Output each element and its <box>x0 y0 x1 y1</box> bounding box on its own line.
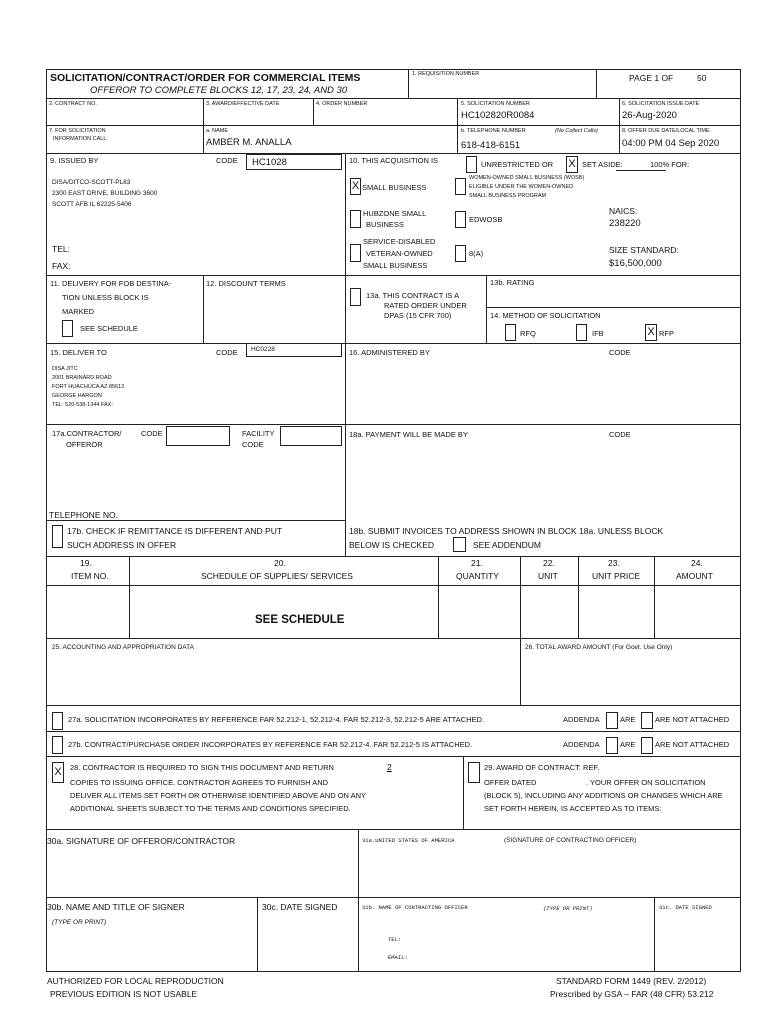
col-amount-label: AMOUNT <box>676 571 713 581</box>
edwosb-checkbox[interactable] <box>455 211 466 228</box>
facility-label-1: FACILITY <box>242 429 275 438</box>
28-line-1: 28. CONTRACTOR IS REQUIRED TO SIGN THIS DOCUMENT AND RETURN <box>70 763 334 772</box>
29-line-2a: OFFER DATED <box>484 778 537 787</box>
wosb-label-1: WOMEN-OWNED SMALL BUSINESS (WOSB) <box>469 175 585 181</box>
deliver-to-label: 15. DELIVER TO <box>50 348 107 357</box>
signature-officer-field[interactable] <box>362 852 736 894</box>
rfq-label: RFQ <box>520 329 536 338</box>
contractor-code-box[interactable] <box>166 426 230 446</box>
addendum-label: SEE ADDENDUM <box>473 540 542 550</box>
29-line-2b: . YOUR OFFER ON SOLICITATION <box>586 778 706 787</box>
issued-address-1: DISA/DITCO-SCOTT-PL83 <box>52 179 131 186</box>
29-line-3: (BLOCK 5), INCLUDING ANY ADDITIONS OR CHANGES WHICH ARE <box>484 791 723 800</box>
officer-name-sub: (TYPE OR PRINT) <box>543 905 593 912</box>
contract-no-label: 2. CONTRACT NO. <box>49 101 97 107</box>
28-line-3: DELIVER ALL ITEMS SET FORTH OR OTHERWISE IDENTIFIED ABOVE AND ON ANY <box>70 791 367 800</box>
deliver-to-code-box[interactable] <box>246 343 342 357</box>
small-business-checkbox[interactable] <box>350 178 361 195</box>
col-item-number: 19. <box>80 558 92 568</box>
size-standard-value: $16,500,000 <box>609 258 662 269</box>
method-label: 14. METHOD OF SOLICITATION <box>490 311 601 320</box>
telephone-no-label: TELEPHONE NO. <box>49 510 118 520</box>
date-signed-label: 30c. DATE SIGNED <box>262 902 338 912</box>
solicitation-number[interactable]: HC102820R0084 <box>461 110 535 121</box>
27b-are: ARE <box>620 740 636 749</box>
col-unit-number: 22. <box>543 558 555 568</box>
edwosb-label: EDWOSB <box>469 215 503 224</box>
info-call-label-2: INFORMATION CALL: <box>53 136 108 142</box>
signer-name-label: 30b. NAME AND TITLE OF SIGNER <box>47 902 185 912</box>
28-checkbox[interactable] <box>52 762 64 783</box>
27a-addenda: ADDENDA <box>563 715 600 724</box>
ifb-label: IFB <box>592 329 604 338</box>
28-line-4: ADDITIONAL SHEETS SUBJECT TO THE TERMS AND CONDITIONS SPECIFIED. <box>70 804 351 813</box>
form-title: SOLICITATION/CONTRACT/ORDER FOR COMMERCIAL ITEMS <box>50 72 361 84</box>
rated-order-checkbox[interactable] <box>350 288 361 306</box>
naics-label: NAICS: <box>609 206 638 216</box>
deliver-to-line-4: GEORGE HARGON <box>52 393 102 399</box>
deliver-to-code: HC0228 <box>251 346 275 353</box>
set-aside-percent: 100% FOR: <box>650 160 690 169</box>
page-total: 50 <box>697 73 707 83</box>
accounting-label: 25. ACCOUNTING AND APPROPRIATION DATA <box>52 644 194 651</box>
27b-checkbox[interactable] <box>52 736 63 754</box>
footer-right-2: Prescribed by GSA – FAR (48 CFR) 53.212 <box>550 989 714 999</box>
officer-email-label: EMAIL: <box>388 954 408 961</box>
remittance-label-1: 17b. CHECK IF REMITTANCE IS DIFFERENT AND PUT <box>67 526 283 536</box>
col-unit-price-label: UNIT PRICE <box>592 571 641 581</box>
offer-due-date[interactable]: 04:00 PM 04 Sep 2020 <box>622 138 720 149</box>
delivery-label-1: 11. DELIVERY FOR FOB DESTINA- <box>50 279 172 288</box>
see-schedule-checkbox[interactable] <box>62 320 73 337</box>
wosb-label-2: ELIGIBLE UNDER THE WOMEN-OWNED <box>469 184 574 190</box>
remittance-label-2: SUCH ADDRESS IN OFFER <box>67 540 177 550</box>
contractor-label-2: OFFEROR <box>66 440 103 449</box>
payment-label: 18a. PAYMENT WILL BE MADE BY <box>349 430 468 439</box>
name-label: a. NAME <box>206 128 229 134</box>
27b-are-checkbox[interactable] <box>606 737 618 754</box>
telephone-number[interactable]: 618-418-6151 <box>461 140 521 151</box>
rfp-mark: X <box>647 326 655 338</box>
col-quantity-label: QUANTITY <box>456 571 499 581</box>
invoice-label-1: 18b. SUBMIT INVOICES TO ADDRESS SHOWN IN BLOCK 18a. UNLESS BLOCK <box>349 526 664 536</box>
contractor-label-1: 17a.CONTRACTOR/ <box>52 429 122 438</box>
27a-are-not-checkbox[interactable] <box>641 712 653 729</box>
29-line-4: SET FORTH HEREIN, IS ACCEPTED AS TO ITEMS: <box>484 804 662 813</box>
solicitation-number-label: 5. SOLICITATION NUMBER <box>461 101 530 107</box>
eight-a-checkbox[interactable] <box>455 245 466 262</box>
award-date-label: 3. AWARD/EFFECTIVE DATE <box>206 101 280 107</box>
col-unit-label: UNIT <box>538 571 558 581</box>
officer-date-label: 31c. DATE SIGNED <box>659 904 712 911</box>
col-schedule-label: SCHEDULE OF SUPPLIES/ SERVICES <box>201 571 353 581</box>
27a-are-not: ARE NOT ATTACHED <box>655 715 730 724</box>
27a-are: ARE <box>620 715 636 724</box>
set-aside-label: SET ASIDE: <box>582 160 623 169</box>
col-quantity-number: 21. <box>471 558 483 568</box>
telephone-label: b. TELEPHONE NUMBER <box>461 128 526 134</box>
remittance-checkbox[interactable] <box>52 525 63 548</box>
issued-code-label: CODE <box>216 156 238 165</box>
rfp-checkbox[interactable] <box>645 324 657 341</box>
unrestricted-label: UNRESTRICTED OR <box>481 160 554 169</box>
naics-value: 238220 <box>609 218 641 229</box>
deliver-to-line-3: FORT HUACHUCA AZ 85613 <box>52 384 125 390</box>
col-amount-number: 24. <box>691 558 703 568</box>
deliver-to-code-label: CODE <box>216 348 238 357</box>
rfp-label: RFP <box>659 329 674 338</box>
deliver-to-line-1: DISA JITC <box>52 366 78 372</box>
28-mark: X <box>54 766 62 778</box>
signature-offeror-label: 30a. SIGNATURE OF OFFEROR/CONTRACTOR <box>47 836 236 846</box>
issued-fax-label: FAX: <box>52 261 71 271</box>
sdvosb-label-1: SERVICE-DISABLED <box>363 237 436 246</box>
hubzone-label-2: BUSINESS <box>366 220 404 229</box>
delivery-label-3: MARKED <box>62 307 95 316</box>
sdvosb-checkbox[interactable] <box>350 244 361 262</box>
deliver-to-line-5: TEL: 520-538-1344 FAX: <box>52 402 113 408</box>
requisition-number-label: 1. REQUISITION NUMBER <box>412 71 480 77</box>
payment-code-label: CODE <box>609 430 631 439</box>
size-standard-label: SIZE STANDARD: <box>609 245 679 255</box>
unrestricted-checkbox[interactable] <box>466 156 477 173</box>
deliver-to-line-2: 2001 BRAINARD ROAD <box>52 375 112 381</box>
offer-due-label: 8. OFFER DUE DATE/LOCAL TIME <box>622 128 710 134</box>
rated-order-label-3: DPAS (15 CFR 700) <box>384 311 452 320</box>
wosb-label-3: SMALL BUSINESS PROGRAM <box>469 193 547 199</box>
signer-name-sub: (TYPE OR PRINT) <box>52 919 107 926</box>
col-schedule-number: 20. <box>274 558 286 568</box>
schedule-body: SEE SCHEDULE <box>255 614 345 626</box>
info-call-label-1: 7. FOR SOLICITATION <box>49 128 106 134</box>
discount-terms-label: 12. DISCOUNT TERMS <box>206 279 286 288</box>
eight-a-label: 8(A) <box>469 249 484 258</box>
contact-name[interactable]: AMBER M. ANALLA <box>206 137 292 148</box>
footer-left-1: AUTHORIZED FOR LOCAL REPRODUCTION <box>47 976 224 986</box>
contractor-code-label: CODE <box>141 429 163 438</box>
rfq-checkbox[interactable] <box>505 324 516 341</box>
issued-code: HC1028 <box>252 157 287 168</box>
officer-name-label: 31b. NAME OF CONTRACTING OFFICER <box>362 904 468 911</box>
set-aside-mark: X <box>568 158 576 170</box>
issued-by-label: 9. ISSUED BY <box>50 156 99 165</box>
signature-offeror-field[interactable] <box>48 866 353 894</box>
27a-are-checkbox[interactable] <box>606 712 618 729</box>
hubzone-label-1: HUBZONE SMALL <box>363 209 427 218</box>
set-aside-checkbox[interactable] <box>566 156 578 173</box>
footer-right-1: STANDARD FORM 1449 (REV. 2/2012) <box>556 976 707 986</box>
col-unit-price-number: 23. <box>608 558 620 568</box>
order-number-label: 4. ORDER NUMBER <box>316 101 368 107</box>
issue-date[interactable]: 26-Aug-2020 <box>622 110 677 121</box>
facility-label-2: CODE <box>242 440 264 449</box>
delivery-label-2: TION UNLESS BLOCK IS <box>62 293 149 302</box>
issued-address-2: 2300 EAST DRIVE, BUILDING 3600 <box>52 190 158 197</box>
28-line-2: COPIES TO ISSUING OFFICE. CONTRACTOR AGREES TO FURNISH AND <box>70 778 329 787</box>
no-collect-calls: (No Collect Calls) <box>555 128 598 134</box>
issued-address-3: SCOTT AFB IL 62225-5406 <box>52 201 132 208</box>
27b-are-not: ARE NOT ATTACHED <box>655 740 730 749</box>
sdvosb-label-3: SMALL BUSINESS <box>363 261 428 270</box>
signature-officer-label: (SIGNATURE OF CONTRACTING OFFICER) <box>504 837 637 844</box>
27b-are-not-checkbox[interactable] <box>641 737 653 754</box>
27b-addenda: ADDENDA <box>563 740 600 749</box>
28-copies: 2 <box>387 762 392 772</box>
ifb-checkbox[interactable] <box>576 324 587 341</box>
footer-left-2: PREVIOUS EDITION IS NOT USABLE <box>50 989 198 999</box>
signature-us-label: 31a.UNITED STATES OF AMERICA <box>362 837 455 844</box>
facility-code-box[interactable] <box>280 426 342 446</box>
hubzone-checkbox[interactable] <box>350 210 361 228</box>
wosb-checkbox[interactable] <box>455 178 466 195</box>
sdvosb-label-2: VETERAN-OWNED <box>366 249 433 258</box>
page-label: PAGE 1 OF <box>629 73 674 83</box>
27a-text: 27a. SOLICITATION INCORPORATES BY REFERENCE FAR 52.212-1, 52.212-4. FAR 52.212-3, 52.212-5 ARE ATTACHED. <box>68 715 484 724</box>
29-checkbox[interactable] <box>468 762 480 783</box>
rating-label: 13b. RATING <box>490 278 535 287</box>
small-business-label: SMALL BUSINESS <box>362 183 427 192</box>
rated-order-label-1: 13a. THIS CONTRACT IS A <box>366 291 460 300</box>
col-item-label: ITEM NO. <box>71 571 109 581</box>
addendum-checkbox[interactable] <box>453 537 466 552</box>
officer-tel-label: TEL: <box>388 936 402 943</box>
27a-checkbox[interactable] <box>52 712 63 730</box>
rated-order-label-2: RATED ORDER UNDER <box>384 301 467 310</box>
issue-date-label: 6. SOLICITATION ISSUE DATE <box>622 101 700 107</box>
total-award-label: 26. TOTAL AWARD AMOUNT (For Govt. Use Only) <box>525 644 673 651</box>
acquisition-label: 10. THIS ACQUISITION IS <box>349 156 439 165</box>
29-line-1: 29. AWARD OF CONTRACT: REF. <box>484 763 600 772</box>
issued-code-box[interactable] <box>246 154 342 170</box>
see-schedule-label: SEE SCHEDULE <box>80 324 138 333</box>
invoice-label-2: BELOW IS CHECKED <box>349 540 435 550</box>
administered-code-label: CODE <box>609 348 631 357</box>
form-subtitle: OFFEROR TO COMPLETE BLOCKS 12, 17, 23, 24, AND 30 <box>90 85 348 96</box>
administered-by-label: 16. ADMINISTERED BY <box>349 348 430 357</box>
27b-text: 27b. CONTRACT/PURCHASE ORDER INCORPORATES BY REFERENCE FAR 52.212-4. FAR 52.212-5 IS ATTACHED. <box>68 740 473 749</box>
small-business-mark: X <box>351 180 360 192</box>
issued-tel-label: TEL: <box>52 244 70 254</box>
